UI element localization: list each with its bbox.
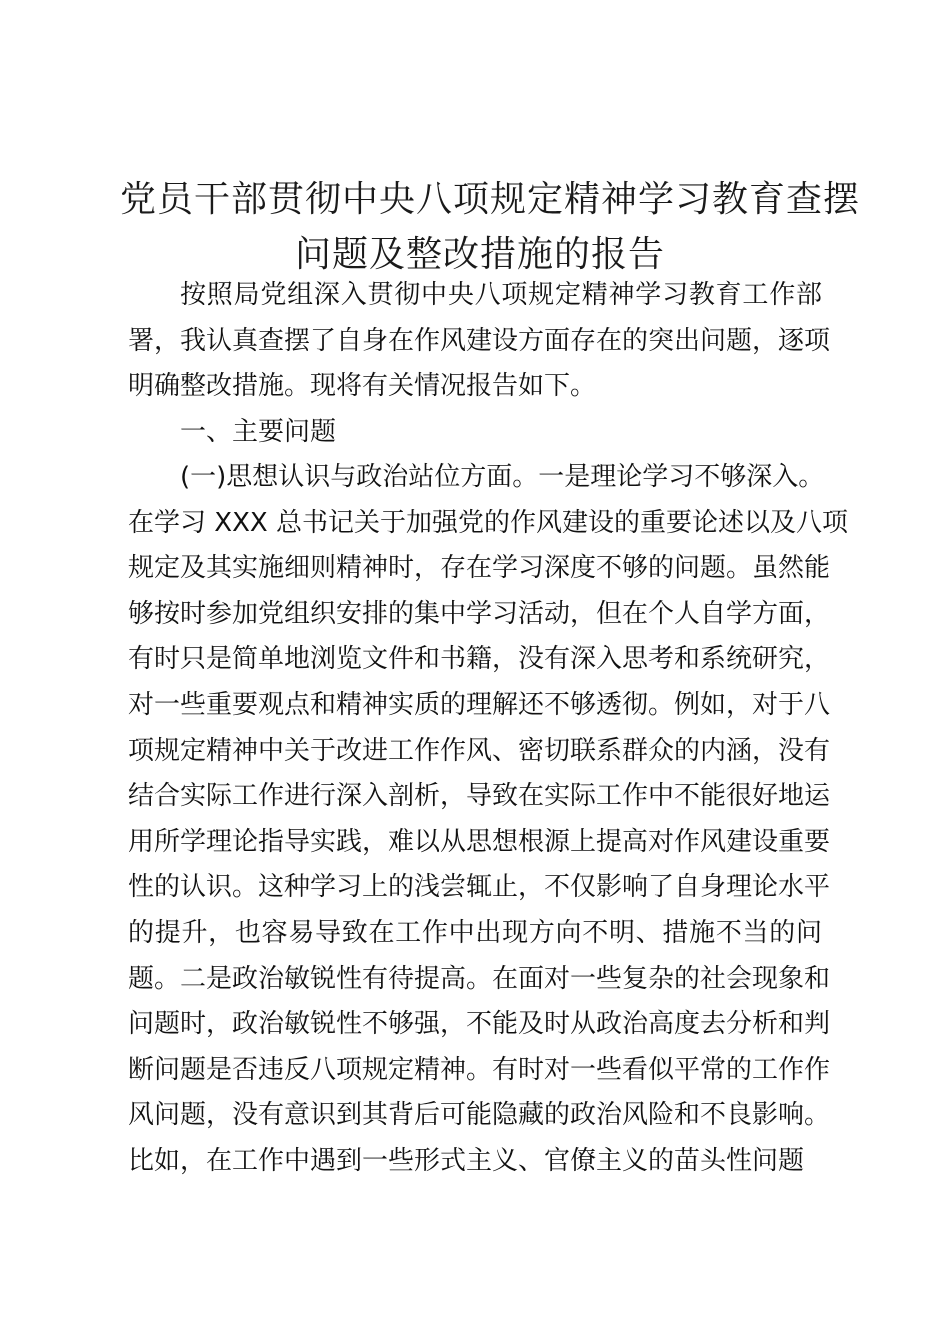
paragraph-line: 用所学理论指导实践，难以从思想根源上提高对作风建设重要 [128, 826, 831, 857]
paragraph-line: 的提升，也容易导致在工作中出现方向不明、措施不当的问 [128, 917, 822, 948]
paragraph-line: 项规定精神中关于改进工作作风、密切联系群众的内涵，没有 [128, 735, 831, 766]
paragraph-line: 在学习 XXX 总书记关于加强党的作风建设的重要论述以及八项 [128, 507, 848, 538]
heading-text: 一、主要问题 [180, 417, 337, 447]
paragraph-line: 问题时，政治敏锐性不够强，不能及时从政治高度去分析和判 [128, 1009, 831, 1040]
title-line: 问题及整改措施的报告 [294, 234, 665, 275]
paragraph-line: 按照局党组深入贯彻中央八项规定精神学习教育工作部 [180, 280, 822, 310]
paragraph-line: 有时只是简单地浏览文件和书籍，没有深入思考和系统研究， [128, 644, 831, 675]
paragraph-line: 规定及其实施细则精神时，存在学习深度不够的问题。虽然能 [128, 553, 831, 584]
paragraph-line: 断问题是否违反八项规定精神。有时对一些看似平常的工作作 [128, 1054, 831, 1085]
section-paragraph [128, 455, 848, 1185]
title-line: 党员干部贯彻中央八项规定精神学习教育查摆 [120, 179, 861, 220]
intro-paragraph [128, 273, 831, 410]
paragraph-line: 性的认识。这种学习上的浅尝辄止，不仅影响了自身理论水平 [128, 872, 831, 903]
paragraph-line: (一)思想认识与政治站位方面。一是理论学习不够深入。 [180, 462, 825, 492]
paragraph-line: 题。二是政治敏锐性有待提高。在面对一些复杂的社会现象和 [128, 963, 831, 994]
document-title [120, 172, 861, 282]
paragraph-line: 明确整改措施。现将有关情况报告如下。 [128, 371, 597, 402]
section-heading [128, 410, 822, 456]
paragraph-line: 风问题，没有意识到其背后可能隐藏的政治风险和不良影响。 [128, 1100, 831, 1131]
paragraph-line: 署，我认真查摆了自身在作风建设方面存在的突出问题，逐项 [128, 325, 831, 356]
paragraph-line: 对一些重要观点和精神实质的理解还不够透彻。例如，对于八 [128, 689, 831, 720]
paragraph-line: 够按时参加党组织安排的集中学习活动，但在个人自学方面， [128, 598, 831, 629]
paragraph-line: 结合实际工作进行深入剖析，导致在实际工作中不能很好地运 [128, 781, 831, 812]
paragraph-line: 比如，在工作中遇到一些形式主义、官僚主义的苗头性问题 [128, 1145, 805, 1176]
